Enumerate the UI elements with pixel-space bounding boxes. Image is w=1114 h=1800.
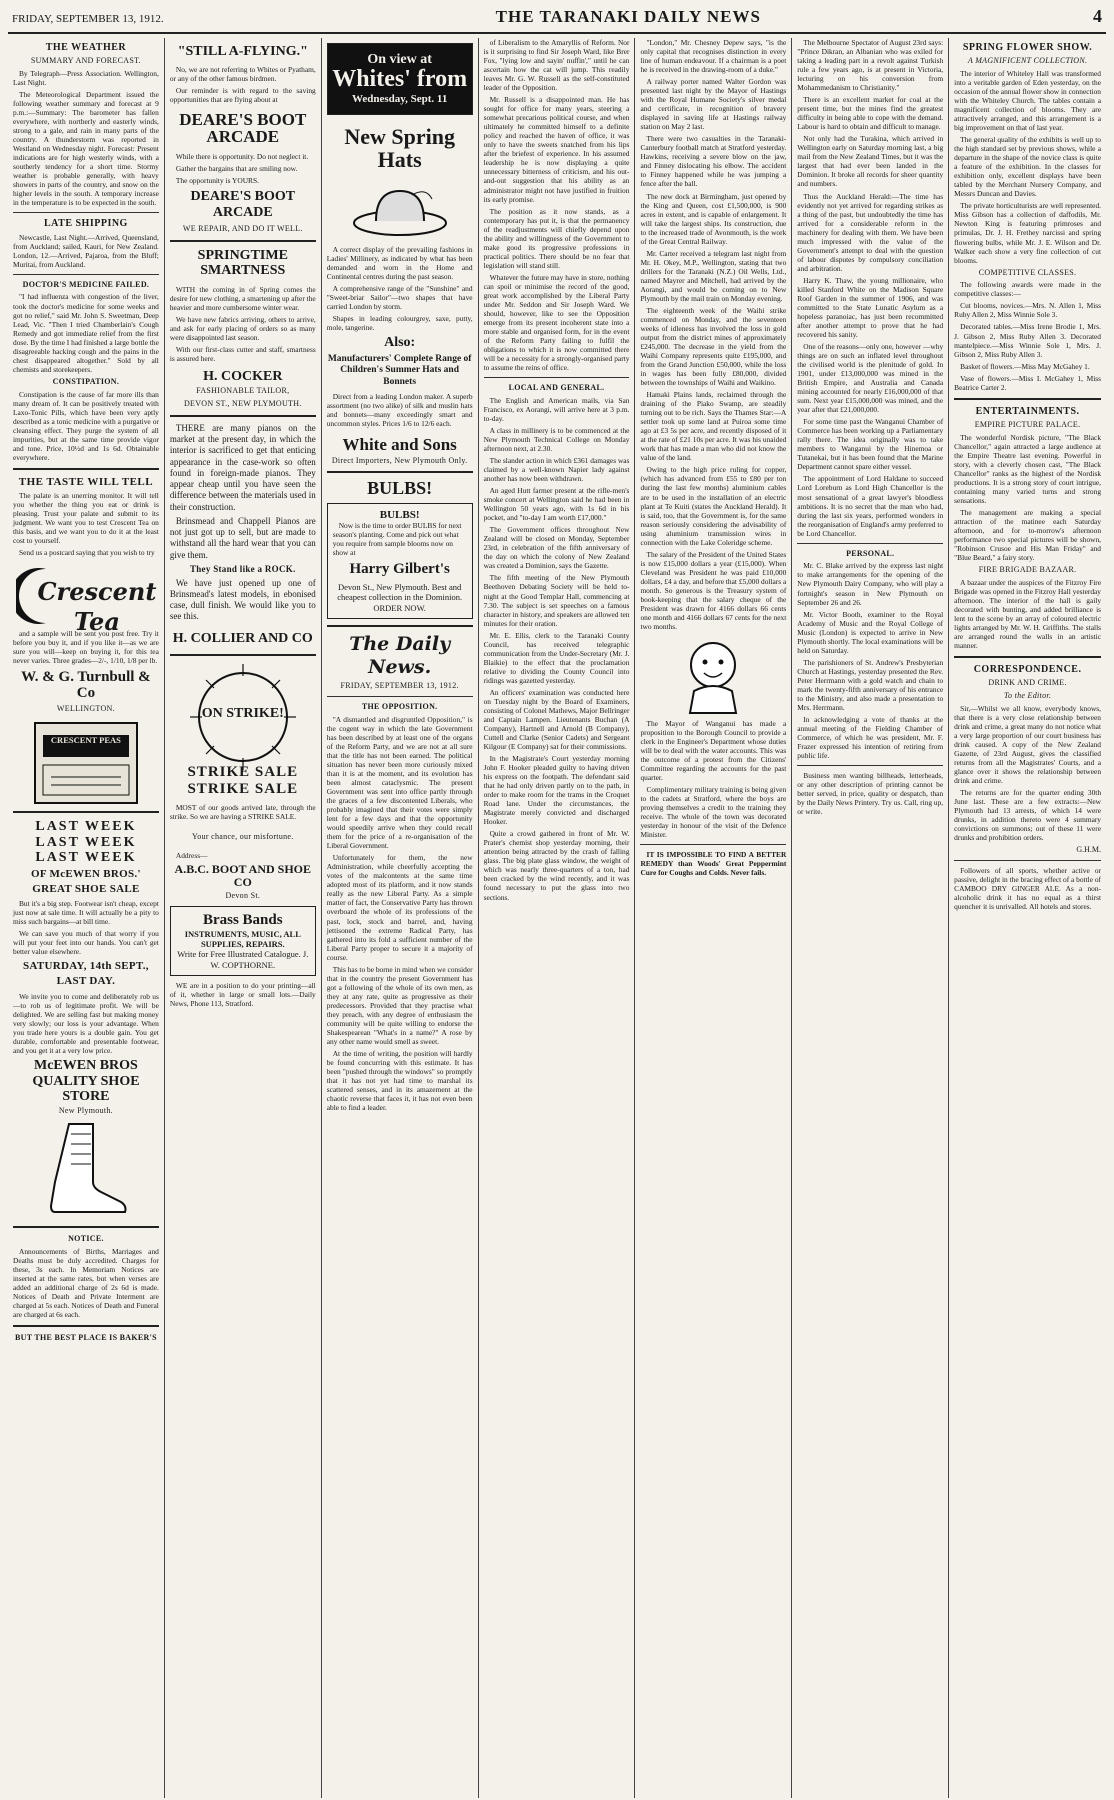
personal-1: Mr. C. Blake arrived by the express last night to make arrangements for the opening of the New Plymouth Dairy Company, who will play a fortnight's season in New Plymouth on September 26 and 26. <box>797 561 944 607</box>
printing-notice: WE are in a position to do your printing—all of it, whether in large or small lots.—Daily News, Phone 113, Stratford. <box>169 981 316 1009</box>
drink-crime-heading: DRINK AND CRIME. <box>988 678 1067 688</box>
also-text: Manufacturers' Complete Range of Children's Summer Hats and Bonnets <box>327 353 472 387</box>
corr-signature: G.H.M. <box>1076 845 1102 855</box>
spring-text-2: We have new fabrics arriving, others to arrive, and ask for early placing of orders so as many were disappointed last season. <box>169 314 316 342</box>
abc-location: Devon St. <box>225 891 261 901</box>
sample-text: and a sample will be sent you post free. Try it before you buy it, and if you like it—as we are sure you will—keep on buying it, for this tea never varies. Three grades—2/-, 1/10, 1/8 per lb. <box>13 629 159 666</box>
brass-bands-heading: Brass Bands <box>202 912 283 929</box>
crescent-tea-wordmark: Crescent Tea <box>37 577 157 636</box>
corr-p1: Sir,—Whilst we all know, everybody knows, that there is a very close relationship between drink and crime, a great many do not notice what a very large proportion of our court business has drink caused. A copy of the New Zealand Gazette, of 23rd August, gives the classified returns from all the Magistrates' Courts, and a glance over it shows the relationship between drink and crime. <box>954 703 1102 785</box>
invite-text: We invite you to come and deliberately rob us—to rob us of legitimate profit. We will be delighted. We are selling fast but making money very slowly; our loss is your advantage. When you trade here yours is a double gain. You get durable, comfortable and presentable footwear, and you get it at a very low price. <box>13 991 159 1056</box>
local-item-3: The slander action in which £361 damages was claimed by a well-known Napier lady against another has now been withdrawn. <box>483 456 630 484</box>
column-5 <box>635 38 792 1798</box>
comp-1: The following awards were made in the competitive classes:— <box>954 280 1102 299</box>
personal-4: In acknowledging a vote of thanks at the annual meeting of the Fielding Chamber of Commerce, of which he was president, Mr. F. Frazer expressed his intention of retiring from public life. <box>797 714 944 761</box>
also-text-2: Direct from a leading London maker. A superb assortment (no two alike) of silk and muslin hats and bonnets—many exceedingly smart and uncommon styles. Prices 1/6 to 12/6 each. <box>326 391 473 428</box>
spring-text-3: With our first-class cutter and staff, smartness is assured here. <box>169 344 316 363</box>
deare-text: While there is opportunity. Do not neglect it. <box>175 152 309 162</box>
daily-news-date: FRIDAY, SEPTEMBER 13, 1912. <box>340 681 459 691</box>
corr-p2: The returns are for the quarter ending 30th June last. These are a few extracts:—New Plymouth had 13 arrests, of which 14 were drunks, in addition thereto were 4 summary convictions on summons; out of these 11 were drunks and prohibition orders. <box>954 788 1102 843</box>
printery-notice: Business men wanting billheads, letterheads, or any other description of printing cannot be better served, in price, quality or despatch, than by the Daily News Printery. Try us. Call, ring up, or write. <box>797 771 944 817</box>
flower-show-sub: A MAGNIFICENT COLLECTION. <box>967 56 1088 66</box>
baby-illustration <box>640 635 786 715</box>
column-7 <box>949 38 1106 1798</box>
doctor-heading: DOCTOR'S MEDICINE FAILED. <box>22 279 150 289</box>
big-step-text: But it's a big step. Footwear isn't cheap, except just now at sale time. It will actually be a pity to miss such bargains—at bill time. <box>13 899 159 927</box>
brass-bands-sub: INSTRUMENTS, MUSIC, ALL SUPPLIES, REPAIRS. <box>184 928 301 949</box>
local-item-12: A railway porter named Walter Gordon was presented last night by the Mayor of Hastings with the Royal Humane Society's silver medal and certificate, in recognition of bravery displayed in saving life at Hastings railway station on May 2 last. <box>640 77 787 132</box>
on-view-banner <box>327 43 473 115</box>
masthead <box>8 4 1106 34</box>
local-item-8: An officers' examination was conducted here on Tuesday night by the Board of Examiners, consisting of Colonel Mathews, Major Bellringer and Captain Lampen. Lieutenants Buchan (A Company), Hartnell and Arnold (B Company), Cuttell and Clarke (Senior Cadets) and Sergeant Kilgour (E Company) sat for their commissions. <box>483 687 630 751</box>
strike-sale-1: STRIKE SALE <box>187 764 299 781</box>
general-item-5: Harry K. Thaw, the young millionaire, who killed Stanford White on the Madison Square Roof Garden in the summer of 1906, and was committed to the State Lunatic Asylum as a hopeless paranoiac, has just been recommitted after another attempt to prove that he had recovered his sanity. <box>797 275 944 339</box>
gilbert-text: Devon St., New Plymouth. Best and cheapest collection in the Dominion. ORDER NOW. <box>337 581 463 613</box>
bakers-line: BUT THE BEST PLACE IS BAKER'S <box>14 1333 157 1343</box>
local-item-2: A class in millinery is to be commenced at the New Plymouth Technical College on Monday afternoon next, at 2.30. <box>483 425 630 454</box>
boot-icon <box>41 1120 131 1220</box>
strike-sale-2: STRIKE SALE <box>187 780 299 797</box>
boot-illustration <box>13 1120 159 1220</box>
local-item-16: The eighteenth week of the Waihi strike commenced on Monday, and the seventeen weeks of idleness has involved the loss in gold output from the district mines of approximately £245,000. The decrease in the yield from the Waihi Company represents quite £195,000, and from the Grand Junction £50,000, while the loss in wages has been fully £80,000, divided between the townships of Waihi and Waikino. <box>640 305 787 388</box>
brass-bands-copthorne: Write for Free Illustrated Catalogue. J. W. COPTHORNE. <box>177 949 309 970</box>
deare-repair: WE REPAIR, AND DO IT WELL. <box>182 224 303 234</box>
cocker-trade: FASHIONABLE TAILOR, <box>196 386 290 396</box>
to-editor: To the Editor. <box>1003 691 1052 700</box>
local-item-11: "London," Mr. Chesney Depew says, "is the only capital that recognises distinction in every line of human endeavour. If a chairman is a poet he is received in the drawing-room of a duke." <box>640 38 787 75</box>
pianos-text-2: Brinsmead and Chappell Pianos are not just got up to sell, but are made to withstand all the hard wear that you can give them. <box>169 515 316 560</box>
deare-text-3: The opportunity is YOURS. <box>175 176 259 186</box>
column-2 <box>165 38 322 1798</box>
editorial-p2: Mr. Russell is a disappointed man. He has sought for office for many years, steering a somewhat precarious political course, and when ultimately he committed himself to a definite policy and reached the haven of office, it was only to have the sweets snatched from his lips after the briefest of experience. In his assumed leadership he is now displaying a quite unnecessary bitterness of criticism, and his out-and-out suggestion that his ability as an administrator might not have justified in fruition its early promise. <box>483 95 630 204</box>
tea-tin-icon <box>21 717 151 809</box>
hats-text-3: Shapes in leading colourgrey, saxe, putty, mole, tangerine. <box>326 314 473 333</box>
on-view-heading: On view at <box>367 52 432 67</box>
hats-text-2: A comprehensive range of the "Sunshine" and "Sweet-briar Sailor"—two shapes that have carried London by storm. <box>326 284 473 312</box>
opposition-p3: This has to be borne in mind when we consider that in the country the present Government has got a following of the whole of its own men, as they at any rate, quite as progressive as their predecessors. Provided that they practise what they preach, with any degree of enthusiasm the community will be quite willing to endorse the Shakespearean "What's in a name?" A rose by any other name would smell as sweet. <box>326 964 473 1046</box>
bulbs-ad <box>327 503 473 619</box>
tin-label: CRESCENT PEAS <box>50 735 121 746</box>
constipation-heading: CONSTIPATION. <box>52 376 120 386</box>
general-item-6: One of the reasons—only one, however —why things are on such an inflated level throughout the civilised world is the plenitude of gold. In 1901, under £13,000,000 was mined in the British Empire, and Australia and Canada mining accounted for nearly £16,000,000 of that sum. Next year £15,000,000 was mined, and the year after that £21,000,000. <box>797 342 944 415</box>
tea-tin-illustration <box>13 717 159 809</box>
whites-name: Whites' from <box>332 66 468 93</box>
bazaar-p1: A bazaar under the auspices of the Fitzroy Fire Brigade was opened in the Fitzroy Hall yesterday afternoon. The interior of the hall is gaily decorated with bunting, and added brilliance is lent to the scene by an array of coloured electric lights arranged by Mr. W. H. Griffiths. The stalls are arranged round the walls in an artistic manner. <box>954 577 1102 651</box>
general-item-2: There is an excellent market for coal at the present time, but the mines find the greatest difficulty in being able to cope with the demand. Labour is hard to obtain and difficult to manage. <box>797 95 944 132</box>
strike-text: MOST of our goods arrived late, through the strike. So we are having a STRIKE SALE. <box>169 803 316 822</box>
pianos-text: THERE are many pianos on the market at the present day, in which the interior is sacrificed to get that enticing appearance in the case-work so often found in foreign-made pianos. They appear cheap until you have seen the difference between the materials used in their construction. <box>169 422 316 512</box>
on-strike-text: ON STRIKE! <box>201 706 284 722</box>
hat-illustration <box>327 181 473 241</box>
weather-subheading: SUMMARY AND FORECAST. <box>30 56 141 66</box>
column-3 <box>322 38 479 1798</box>
local-item-1: The English and American mails, via San Francisco, ex Aorangi, will arrive here at 3 p.m. to-day. <box>483 395 630 423</box>
weather-forecast: The Meteorological Department issued the following weather summary and forecast at 9 p.m.:—Summary: The barometer has fallen everywhere, with northerly and easterly winds, strong to a gale, and rain in many parts of the country. A thunderstorm was reported in Westland on Wednesday night. Forecast: Present indications are for high westerly winds, with a southerly tendency for a short time. Stormy weather is probable generally, with heavy showers in parts of the country, and snow on the higher levels in the south. A temporary increase in the temperature is to be expected in the south. <box>13 90 159 208</box>
doctor-text: "I had influenza with congestion of the liver, took the doctor's medicine for some weeks and got no relief," said Mr. John S. Sweetman, Deep Lead, Vic. "Then I tried Chamberlain's Cough Remedy and got immediate relief from the first dose. By the time I had finished a large bottle the disagreeable hacking cough and the pains in the chest disappeared altogether." Sold by all chemists and storekeepers. <box>13 292 159 374</box>
column-4 <box>479 38 636 1798</box>
white-and-sons: White and Sons <box>342 434 457 454</box>
local-item-7: Mr. E. Ellis, clerk to the Taranaki County Council, has received telegraphic communication from the Under-Secretary (Mr. J. Blaikie) to the effect that the proclamation relative to dividing the County Council into ridings was gazetted yesterday. <box>483 630 630 685</box>
constipation-text: Constipation is the cause of far more ills than many dream of. It can be positively treated with Laxo-Tonic Pills, which have been very aptly described as a tonic medicine with a purgative or cleansing effect. They purge the system of all impurities, but at the same time provide vigor and tone. Price, 10½d and 1s 6d. Obtainable everywhere. <box>13 389 159 462</box>
turnbull-city: WELLINGTON. <box>56 703 115 713</box>
saturday-last-day: SATURDAY, 14th SEPT., LAST DAY. <box>23 960 149 988</box>
general-item-7: For some time past the Wanganui Chamber of Commerce has been working up a Parliamentary rally there. The idea originally was to take members to Wanganui by the Hinemoa or Tutanekai, but it has been found that the Marine Department cannot spare either vessel. <box>797 417 944 472</box>
turnbull-name: W. & G. Turnbull & Co <box>21 668 151 701</box>
view-date: Wednesday, Sept. 11 <box>351 92 448 105</box>
editorial-p1: of Liberalism to the Amaryllis of Reform. Nor is it surprising to find Sir Joseph Ward, like Brer Fox, "lying low and sayin' nuffin'," until he can ascertain how the cat will jump. This readily leaves Mr. G. W. Russell as the self-constituted leader of the Opposition. <box>483 38 630 93</box>
opposition-p2: Unfortunately for them, the new Administration, while cheerfully accepting the votes of the malcontents at the same time adopted most of its platform, and it now stands really as the new Liberal Party. As a simple matter of fact, the Conservative Party has thrown overboard the whole of its professions of the past, lock, stock and barrel, and, having jettisoned the extreme Radical Party, has gathered into its fold a sufficient number of the Liberal Party proper to secure it a majority of course. <box>326 853 473 962</box>
flower-p3: The private horticulturists are well represented. Miss Gibson has a collection of daffodils, Mr. Newton King is featuring primroses and primulas, Dr. J. H. Frethey narcissi and spring flowering bulbs, while Mr. J. E. Wilson and Dr. Walker each show a very fine collection of cut blooms. <box>954 201 1102 265</box>
notice-text: Announcements of Births, Marriages and Deaths must be duly accredited. Charges for these, 3s each. In Memoriam Notices are inserted at the same rates, but when verses are added an additional charge of 2s 6d is made. Notices of Death and Private Interment are charged at 5s each. Notices of Death and Funeral are charged at 6s each. <box>13 1246 159 1319</box>
opposition-p1: "A dismantled and disgruntled Opposition," is the cogent way in which the late Government has been described by at least one of the organs of the Reform Party, and we are not at all sure that the title has not been earned. The political situation has never been more curiously mixed than it is at the moment, and its evolution has been almost cataclysmic. The present Government was sent into office partly through the graces of a few discontented Liberals, who probably imagined that their votes were simply lent for a few days and that the opportunity would speedily arrive when they could recall them for the price of a re-organisation of the Liberal Government. <box>326 714 473 851</box>
deare-text-2: Gather the bargains that are smiling now. <box>175 164 298 174</box>
mcewen-sale: OF McEWEN BROS.' GREAT SHOE SALE <box>31 868 141 895</box>
white-and-sons-address: Direct Importers, New Plymouth Only. <box>331 455 468 465</box>
personal-3: The parishioners of St. Andrew's Presbyterian Church at Hastings, yesterday presented the Rev. Peter Herrmann with a gold watch and chain to mark the twenty-fifth anniversary of his entrance to the Ministry, and also made a presentation to Mrs. Herrmann. <box>797 657 944 712</box>
flower-show-heading: SPRING FLOWER SHOW. <box>962 42 1093 53</box>
daily-news-title: The Daily News. <box>349 632 451 679</box>
editorial-p3: The position as it now stands, as a contemporary has put it, is that the permanency of the readjustments will chiefly depend upon the ability and willingness of the Government to make good its progressive professions in practical politics. There should be no fear that legislation will stand still. <box>483 206 630 270</box>
local-item-13: There were two casualties in the Taranaki-Canterbury football match at Stratford yesterday. Hawkins, receiving a severe blow on the jaw, and Finney dislocating his elbow. The accident to Finney happened while he was jumping a fence after the ball. <box>640 134 787 189</box>
opposition-heading: THE OPPOSITION. <box>361 702 438 712</box>
mcewen-store: McEWEN BROS QUALITY SHOE STORE <box>32 1058 140 1104</box>
flower-p1: The interior of Whiteley Hall was transformed into a veritable garden of Eden yesterday, on the occasion of the annual flower show in connection with the Whiteley Church. The tables contain a magnificent collection of blooms. They are attractively arranged, and this arrangement is a big improvement on that of last year. <box>954 68 1102 133</box>
local-item-19: The salary of the President of the United States is now £15,000 dollars a year (£15,000). When Cleveland was President he was paid £10,000 dollars, £4 a day, and before that £5,000 dollars a month. So generous is the Treasury system of book-keeping that the salary cheque of the President was drawn for 4166 dollars 66 cents one month and 4166 dollars 67 cents for the next two months. <box>640 549 787 631</box>
cocker-address: DEVON ST., NEW PLYMOUTH. <box>183 399 302 408</box>
local-general-heading: LOCAL AND GENERAL. <box>508 383 605 393</box>
taste-heading: THE TASTE WILL TELL <box>18 475 154 488</box>
newspaper-title: THE TARANAKI DAILY NEWS <box>495 7 761 26</box>
column-1 <box>8 38 165 1798</box>
page-number: 4 <box>1093 6 1102 26</box>
empire-palace-heading: EMPIRE PICTURE PALACE. <box>974 419 1081 429</box>
ent-p2: The management are making a special attraction of the matinee each Saturday afternoon, and for to-morrow's afternoon performance two special pictures will be shown, "Robinson Crusoe and His Man Friday" and "Blue Beard," a fairy story. <box>954 507 1102 563</box>
save-text: We can save you much of that worry if you will put your feet into our hands. You can't get better value elsewhere. <box>13 929 159 957</box>
local-item-20: The Mayor of Wanganui has made a proposition to the Borough Council to provide a clerk in the Engineer's Department whose duties will be to deal with the water accounts. This was the outcome of a protest from the Citizens' Committee regarding the accounts for the past quarter. <box>640 718 787 783</box>
local-item-10: Quite a crowd gathered in front of Mr. W. Prater's chemist shop yesterday morning, their attention being attracted by the crash of falling glass. The big plate glass window, the weight of which was nearly three-quarters of a ton, had been cracked by the wind recently, and it was found necessary to put the glass into two sections. <box>483 829 630 902</box>
cocker-name: H. COCKER <box>203 368 283 384</box>
deare-boot-arcade-2: DEARE'S BOOT ARCADE <box>190 189 296 220</box>
general-item-1: The Melbourne Spectator of August 23rd says: "Prince Dikran, an Albanian who was exiled for taking a leading part in a revolt against Turkish rule a few years ago, is at present in Victoria, lecturing on his conversion from Mohammedanism to Christianity." <box>797 38 944 93</box>
bazaar-heading: FIRE BRIGADE BAZAAR. <box>978 565 1077 575</box>
general-item-8: The appointment of Lord Haldane to succeed Lord Loreburn as Lord High Chancellor is the most sensational of a great lawyer's bloodless ambitions. It is no secret that the man who had, during the last six years, performed wonders in the reorganisation of England's army preferred to be Lord Chancellor. <box>797 474 944 538</box>
local-item-4: An aged Hutt farmer present at the rifle-men's smoke concert at Wellington said he had been in Wellington 50 years ago, with 1s 6d in his pocket, and "to-day I am worth £17,000." <box>483 486 630 523</box>
taste-text: The palate is an unerring monitor. It will tell you whether the thing you eat or drink is pleasing. Trust your palate and submit to its judgment. We want you to test Crescent Tea on this basis, and we want you to do it at the least cost to yourself. <box>13 491 159 546</box>
local-item-6: The fifth meeting of the New Plymouth Beethoven Debating Society will be held to-night at the Good Templar Hall, commencing at 7.30. The subject is set speeches on a famous character in history, and speakers are allowed ten minutes for their oration. <box>483 573 630 628</box>
competitive-heading: COMPETITIVE CLASSES. <box>978 267 1077 277</box>
local-item-5: The Government offices throughout New Zealand will be closed on Monday, September 23rd, in celebration of the fifth anniversary of the day on which the colony of New Zealand was created a Dominion, says the Gazette. <box>483 525 630 571</box>
comp-3: Decorated tables.—Miss Irene Brodie 1, Mrs. J. Gibson 2, Miss Ruby Allen 3. Decorated mantelpiece.—Miss Winnie Sole 1, Mrs. J. Gibson 2, Miss Ruby Allen 3. <box>954 322 1102 359</box>
bulbs-subheading: BULBS! <box>379 509 420 522</box>
springtime-heading: SPRINGTIME SMARTNESS <box>197 247 288 279</box>
strike-chance: Your chance, our misfortune. <box>192 832 294 842</box>
local-item-17: Hamaki Plains lands, reclaimed through the draining of the Piako Swamp, are steadily turning out to be rich. Says the Thames Star:—A settler took up some land at Puiroa some time ago at £3 5s per acre, and recently disposed of it at the rate of £21 10s per acre. It was his unaided work that has made a man who did not know the value of the land. <box>640 390 787 463</box>
general-item-4: Thus the Auckland Herald:—The time has evidently not yet arrived for regarding strikes as a thing of the past, but undoubtedly the time has arrived for a considerable reform in the machinery for dealing with them. We have been much impressed with the value of the Government's attempt to deal with the question of labour disputes by compulsory conciliation and arbitration. <box>797 191 944 273</box>
shipping-text: Newcastle, Last Night.—Arrived, Queensland, from Auckland; sailed, Kauri, for New Zealand. London, 12.—Arrived, Pajaroa, from the Bluff; Muritai, from Auckland. <box>13 232 159 269</box>
spring-text: WITH the coming in of Spring comes the desire for new clothing, a smartening up after the heavier and more cumbersome winter wear. <box>169 284 316 312</box>
column-6 <box>792 38 949 1798</box>
flower-p2: The general quality of the exhibits is well up to the high standard set by previous shows, while a departure in the shape of the novice class is quite a feature of the exhibition. In the classes for exhibition only, excellent displays have been tabled by the Merchant Nursery Company, and Messrs Duncan and Davies. <box>954 135 1102 199</box>
comp-2: Cut blooms, novices.—Mrs. N. Allen 1, Miss Ruby Allen 2, Miss Winnie Sole 3. <box>954 301 1102 320</box>
pianos-text-3: We have just opened up one of Brinsmead's latest models, in ebonised case, dull finish. We would like you to see this. <box>169 577 316 622</box>
notice-heading: NOTICE. <box>68 1234 104 1244</box>
general-item-3: Not only had the Turakina, which arrived in Wellington early on Saturday morning last, a big mail from the New Zealand Times, but it was the largest that had ever been landed in the Dominion. It broke all records for sheer quantity and numbers. <box>797 134 944 189</box>
comp-5: Vase of flowers.—Miss I. McGahey 1, Miss Beatrice Carter 2. <box>954 373 1102 392</box>
last-week-3: LAST WEEK <box>35 850 137 866</box>
weather-heading: THE WEATHER <box>45 42 127 53</box>
baby-face-icon <box>678 635 748 715</box>
stand-like-rock: They Stand like a ROCK. <box>189 563 296 574</box>
issue-date: FRIDAY, SEPTEMBER 13, 1912. <box>12 13 164 25</box>
personal-heading: PERSONAL. <box>846 548 895 558</box>
flying-text: No, we are not referring to Whites or Pyatham, or any of the other famous birdmen. <box>169 65 316 84</box>
bulbs-text: Now is the time to order BULBS for next season's planting. Come and pick out what you require from sample blooms now on show at <box>332 521 462 558</box>
last-week-2: LAST WEEK <box>35 834 137 850</box>
opposition-p4: At the time of writing, the position will hardly be found concurring with this estimate. It has been "pushed through the windows" so promptly that it has not yet had time to marshal its scattered senses, and in its amazement at the chaotic reverse that faces it, it has not even been able to find a leader. <box>326 1048 473 1113</box>
shipping-heading: LATE SHIPPING <box>44 218 128 230</box>
bulbs-heading: BULBS! <box>367 478 433 499</box>
last-week-1: LAST WEEK <box>35 819 137 835</box>
collier-name: H. COLLIER AND CO <box>172 630 313 646</box>
local-item-21: Complimentary military training is being given to the cadets at Stratford, where the boys are proving themselves a credit to the training they receive. The whole of the town was decorated yesterday in honour of the visit of the Defence Minister. <box>640 785 787 840</box>
hat-icon <box>350 181 450 241</box>
entertainments-heading: ENTERTAINMENTS. <box>975 405 1080 417</box>
also-heading: Also: <box>384 335 416 351</box>
local-item-18: Owing to the high price ruling for copper, (which has advanced from £55 to £80 per ton during the last few months) aluminium cables are to be used in the installation of an electric plant at Te Kuiti (states the Auckland Herald). It is said, too, that the Government is, for the same reason seriously considering the advisability of using aluminium transmission wires in connection with the Lake Coleridge scheme. <box>640 465 787 547</box>
editorial-p4: Whatever the future may have in store, nothing can spoil or minimise the record of the good, great work accomplished by the Liberal Party under Mr. Seddon and Sir Joseph Ward. We should, however, like to see the Opposition emerge from its present incoherent state into a more stable and organised form, for in the event of the Reform Party failing to fulfil the obligations to which it is now committed there will be a necessity for a strongly-organised party to assume the reins of office. <box>483 272 630 373</box>
still-flying-heading: "STILL A-FLYING." <box>177 44 308 59</box>
gilbert-name: Harry Gilbert's <box>349 561 450 578</box>
hats-text: A correct display of the prevailing fashions in Ladies' Millinery, as indicated by what has been demanded and worn in the Home and Continental centres during the past season. <box>326 245 473 282</box>
deare-boot-arcade: DEARE'S BOOT ARCADE <box>179 109 307 147</box>
brass-bands-ad <box>170 906 316 976</box>
taste-text-2: Send us a postcard saying that you wish to try <box>19 548 155 558</box>
abc-boot-name: A.B.C. BOOT AND SHOE CO <box>174 861 312 890</box>
mcewen-location: New Plymouth. <box>58 1106 113 1116</box>
flying-text-2: Our reminder is with regard to the saving opportunities that are flying about at <box>169 86 316 105</box>
local-item-14: The new dock at Birmingham, just opened by the King and Queen, cost £1,500,000, is 900 acres in extent, and is capable of enlargement. It will take the largest ships. Its construction, due to the increased trade of Avonmouth, is the work of the Great Central Railway. <box>640 191 787 246</box>
local-item-9: In the Magistrate's Court yesterday morning John F. Hooker pleaded guilty to having driven his express on the footpath. The defendant said that he had only driven partly on to the path, in order to make room for the trams in the Croquet Road lane. Under the circumstances, the Magistrate merely convicted and discharged Hooker. <box>483 754 630 827</box>
correspondence-heading: CORRESPONDENCE. <box>973 664 1082 676</box>
local-item-15: Mr. Carter received a telegram last night from Mr. H. Okey, M.P., Wellington, stating that two drillers for the Taranaki (N.Z.) Oil Wells, Ltd., named Mayrer and Mitchell, had arrived by the Aorangi, and would be coming on to New Plymouth by the mail train on Monday evening. <box>640 248 787 303</box>
new-spring-hats: New Spring Hats <box>344 123 455 173</box>
ginger-ale-ad: Followers of all sports, whether active or passive, delight in the bracing effect of a bottle of CAMBOO DRY GINGER ALE. As a non-alcoholic drink it has no equal as a thirst quencher it is unrivalled. All hotels and stores. <box>954 865 1102 912</box>
remedy-ad: IT IS IMPOSSIBLE TO FIND A BETTER REMEDY than Woods' Great Peppermint Cure for Coughs and Colds. Never fails. <box>640 850 787 878</box>
comp-4: Basket of flowers.—Miss May McGahey 1. <box>960 361 1090 371</box>
weather-dateline: By Telegraph—Press Association. Wellington, Last Night. <box>13 68 159 87</box>
ent-p1: The wonderful Nordisk picture, "The Black Chancellor," again attracted a large audience at the Empire Theatre last evening. Powerful in story, with a cleverly chosen cast, "The Black Chancellor" ranks as the highest of the Nordisk productions. It is a strong story of court intrigue, containing many varied turns and strong sensations. <box>954 432 1102 505</box>
personal-2: Mr. Victor Booth, examiner to the Royal Academy of Music and the Royal College of Music (London) is expected to arrive in New Plymouth shortly. The local examinations will be held on Saturday. <box>797 609 944 655</box>
address-label: Address— <box>175 850 208 860</box>
